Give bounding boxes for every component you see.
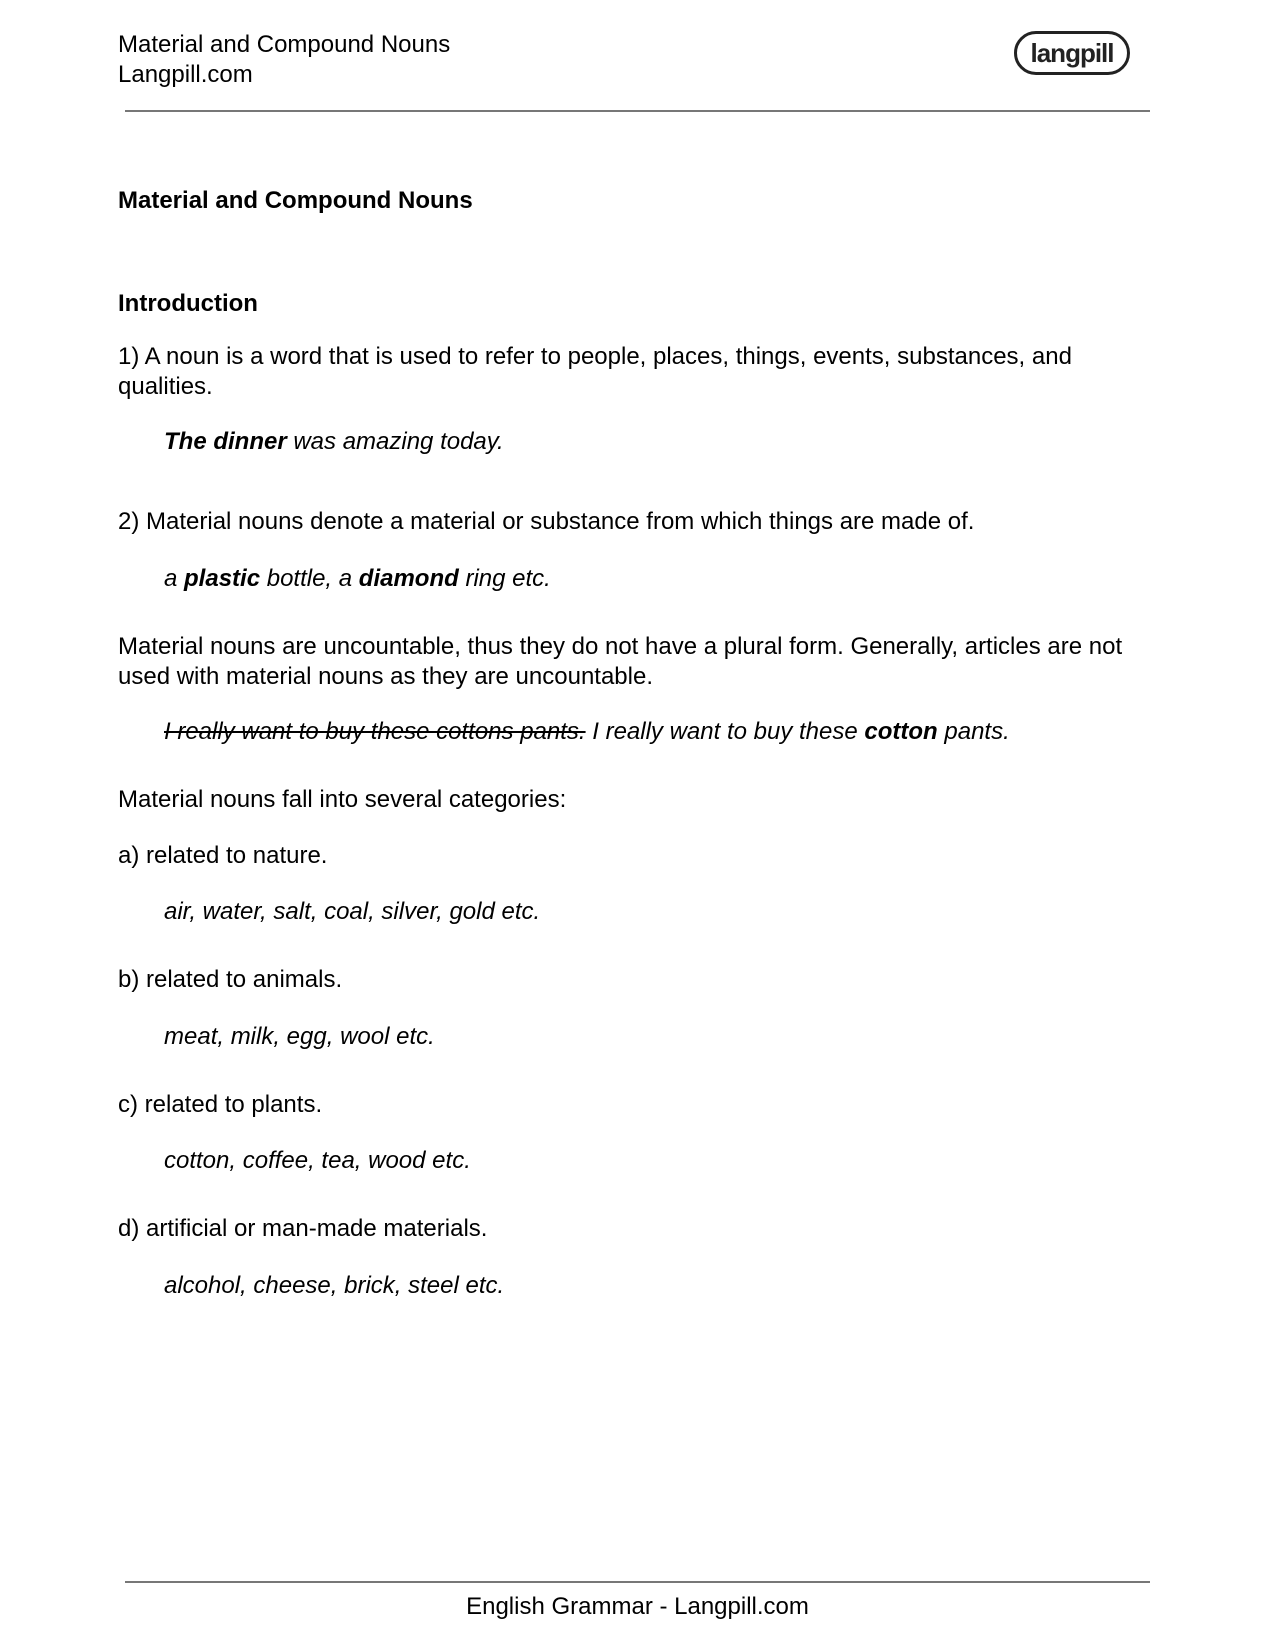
document-title: Material and Compound Nouns <box>118 187 473 214</box>
example-1-rest: was amazing today. <box>286 428 504 455</box>
example-3-part-2: pants. <box>937 718 1010 745</box>
header-divider <box>125 110 1150 112</box>
category-examples: meat, milk, egg, wool etc. <box>164 1023 435 1050</box>
header-title: Material and Compound Nouns <box>118 31 451 58</box>
example-2-part-3: ring etc. <box>458 565 551 592</box>
example-2-part-1: a <box>164 565 185 592</box>
header-site: Langpill.com <box>118 61 253 88</box>
example-3-incorrect: I really want to buy these cottons pants. <box>164 718 586 745</box>
example-3 <box>164 717 1010 747</box>
point-2-text: 2) Material nouns denote a material or substance from which things are made of. <box>118 508 975 535</box>
category-label: a) related to nature. <box>118 842 328 869</box>
langpill-logo: langpill <box>1014 31 1130 75</box>
category-examples: alcohol, cheese, brick, steel etc. <box>164 1272 505 1299</box>
categories-intro: Material nouns fall into several categories: <box>118 786 567 813</box>
category-label: c) related to plants. <box>118 1091 323 1118</box>
uncountable-paragraph: Material nouns are uncountable, thus they do not have a plural form. Generally, articles are not used with material nouns as they are uncountable. <box>118 633 1123 690</box>
example-1 <box>164 427 504 457</box>
category-examples: air, water, salt, coal, silver, gold etc. <box>164 898 541 925</box>
section-heading: Introduction <box>118 290 258 317</box>
example-2-bold-1: plastic <box>184 565 261 592</box>
point-1-text: 1) A noun is a word that is used to refer to people, places, things, events, substances, and qualities. <box>118 343 1072 400</box>
example-2-part-2: bottle, a <box>260 565 359 592</box>
example-3-bold: cotton <box>864 718 938 745</box>
category-examples: cotton, coffee, tea, wood etc. <box>164 1147 471 1174</box>
example-1-bold: The dinner <box>164 428 287 455</box>
example-2 <box>164 564 551 594</box>
footer-text: English Grammar - Langpill.com <box>466 1593 809 1620</box>
example-3-part-1: I really want to buy these <box>585 718 865 745</box>
footer-divider <box>125 1581 1150 1583</box>
example-2-bold-2: diamond <box>358 565 459 592</box>
category-label: d) artificial or man-made materials. <box>118 1215 488 1242</box>
category-label: b) related to animals. <box>118 966 343 993</box>
